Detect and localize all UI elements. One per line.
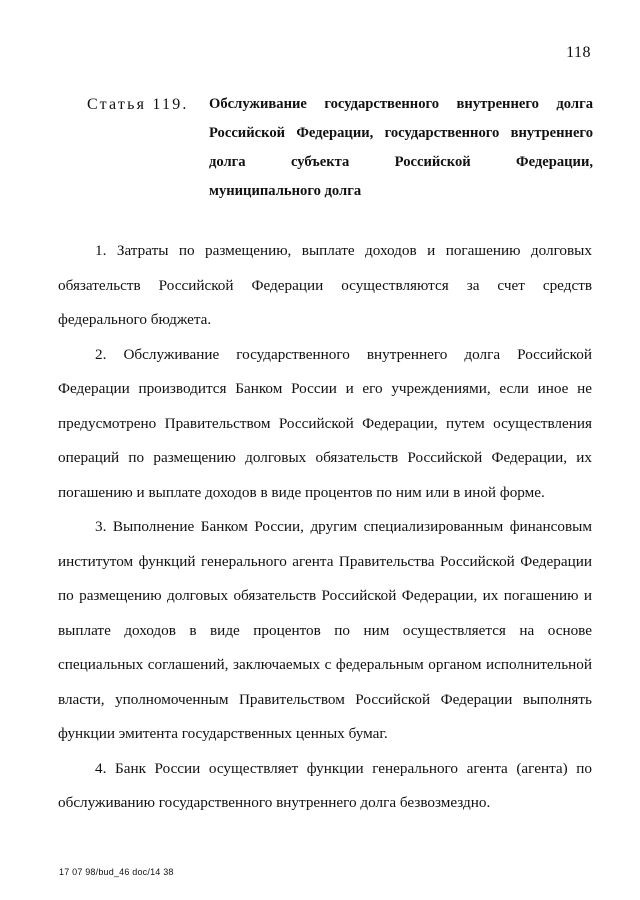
article-title-line: Российской Федерации, государственного внутреннего [209, 125, 593, 141]
text-line: выплате доходов в виде процентов по ним осуществляется на основе [58, 621, 592, 639]
text-line: операций по размещению долговых обязательств Российской Федерации, их [58, 449, 592, 466]
article-title-line: муниципального долга [209, 183, 362, 199]
paragraph-3 [58, 510, 592, 752]
text-line: функции эмитента государственных ценных бумаг. [58, 725, 388, 742]
text-line: 2. Обслуживание государственного внутреннего долга Российской [95, 345, 592, 363]
article-title-line: Обслуживание государственного внутреннего долга [209, 96, 593, 112]
text-line: предусмотрено Правительством Российской Федерации, путем осуществления [58, 414, 592, 432]
text-line: федерального бюджета. [58, 311, 212, 328]
footer-file-reference: 17 07 98/bud_46 doc/14 38 [59, 867, 174, 877]
paragraph-4 [58, 752, 592, 821]
article-body [58, 234, 592, 821]
article-label: Статья 119. [87, 96, 189, 113]
text-line: Федерации производится Банком России и его учреждениями, если иное не [58, 380, 592, 397]
text-line: обязательств Российской Федерации осуществляются за счет средств [58, 276, 592, 294]
text-line: 3. Выполнение Банком России, другим специализированным финансовым [95, 518, 592, 535]
paragraph-1 [58, 234, 592, 338]
text-line: погашению и выплате доходов в виде процентов по ним или в иной форме. [58, 483, 545, 501]
page-number: 118 [566, 44, 591, 61]
text-line: специальных соглашений, заключаемых с федеральным органом исполнительной [58, 656, 592, 673]
text-line: власти, уполномоченным Правительством Российской Федерации выполнять [58, 690, 592, 708]
article-heading [87, 90, 593, 206]
article-title [209, 90, 593, 206]
text-line: институтом функций генерального агента Правительства Российской Федерации [58, 552, 592, 570]
paragraph-2 [58, 338, 592, 511]
text-line: 4. Банк России осуществляет функции генерального агента (агента) по [95, 759, 592, 777]
text-line: по размещению долговых обязательств Российской Федерации, их погашению и [58, 587, 592, 604]
article-title-line: долга субъекта Российской Федерации, [209, 154, 593, 170]
text-line: обслуживанию государственного внутреннего долга безвозмездно. [58, 794, 491, 811]
text-line: 1. Затраты по размещению, выплате доходов и погашению долговых [95, 242, 592, 259]
